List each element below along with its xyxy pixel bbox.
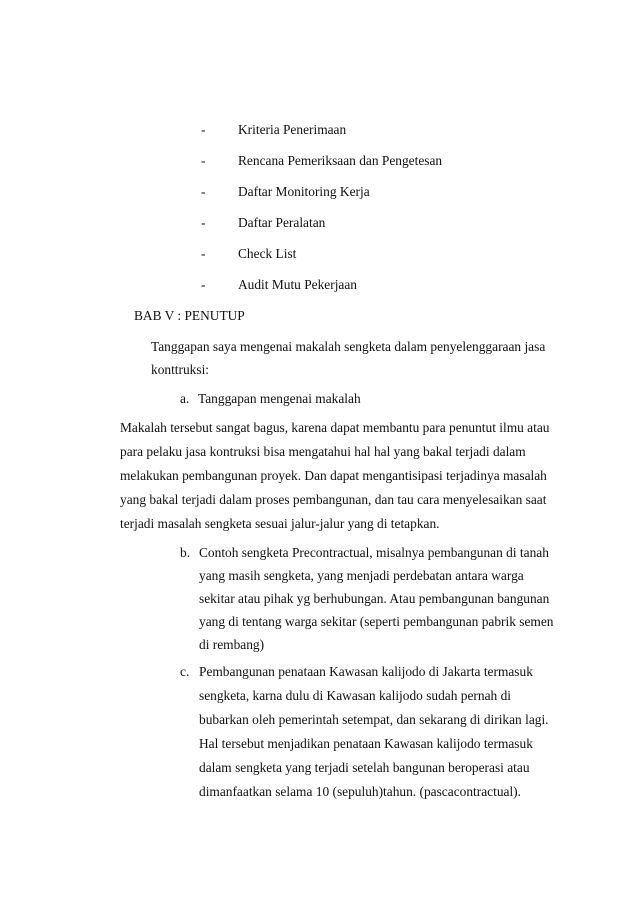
- list-marker-c: c.: [180, 664, 190, 679]
- dash-marker: -: [201, 153, 206, 168]
- dash-marker: -: [201, 277, 206, 292]
- item-a-text: Tanggapan mengenai makalah: [198, 391, 361, 406]
- item-c-line: sengketa, karna dulu di Kawasan kalijodo sudah pernah di: [199, 688, 511, 703]
- intro-line: konttruksi:: [151, 362, 210, 377]
- item-b-line: yang di tentang warga sekitar (seperti pembangunan pabrik semen: [199, 614, 554, 629]
- paragraph-line: melakukan pembangunan proyek. Dan dapat mengantisipasi terjadinya masalah: [120, 468, 547, 483]
- list-marker-b: b.: [180, 545, 191, 560]
- item-b-line: di rembang): [199, 637, 265, 652]
- item-b-line: sekitar atau pihak yg berhubungan. Atau pembangunan bangunan: [199, 591, 550, 606]
- paragraph-line: para pelaku jasa kontruksi bisa mengatahui hal hal yang bakal terjadi dalam: [120, 444, 526, 459]
- paragraph-line: Makalah tersebut sangat bagus, karena dapat membantu para penuntut ilmu atau: [120, 420, 550, 435]
- item-c-line: bubarkan oleh pemerintah setempat, dan sekarang di dirikan lagi.: [199, 712, 549, 727]
- item-c-line: Pembangunan penataan Kawasan kalijodo di Jakarta termasuk: [199, 664, 533, 679]
- item-c-line: Hal tersebut menjadikan penataan Kawasan kalijodo termasuk: [199, 736, 533, 751]
- dash-item-text: Kriteria Penerimaan: [238, 122, 347, 137]
- paragraph-line: yang bakal terjadi dalam proses pembangunan, dan tau cara menyelesaikan saat: [120, 492, 547, 507]
- intro-line: Tanggapan saya mengenai makalah sengketa dalam penyelenggaraan jasa: [151, 339, 546, 354]
- dash-item-text: Audit Mutu Pekerjaan: [238, 277, 358, 292]
- dash-marker: -: [201, 122, 206, 137]
- item-c-line: dalam sengketa yang terjadi setelah bangunan beroperasi atau: [199, 760, 530, 775]
- list-marker-a: a.: [180, 391, 190, 406]
- dash-marker: -: [201, 184, 206, 199]
- dash-item-text: Daftar Monitoring Kerja: [238, 184, 370, 199]
- dash-item-text: Rencana Pemeriksaan dan Pengetesan: [238, 153, 443, 168]
- dash-item-text: Check List: [238, 246, 297, 261]
- chapter-title: BAB V : PENUTUP: [134, 308, 245, 323]
- paragraph-line: terjadi masalah sengketa sesuai jalur-jalur yang di tetapkan.: [120, 516, 440, 531]
- item-b-line: Contoh sengketa Precontractual, misalnya pembangunan di tanah: [199, 545, 549, 560]
- item-c-line: dimanfaatkan selama 10 (sepuluh)tahun. (pascacontractual).: [199, 784, 521, 799]
- dash-item-text: Daftar Peralatan: [238, 215, 326, 230]
- dash-marker: -: [201, 215, 206, 230]
- item-b-line: yang masih sengketa, yang menjadi perdebatan antara warga: [199, 568, 524, 583]
- dash-marker: -: [201, 246, 206, 261]
